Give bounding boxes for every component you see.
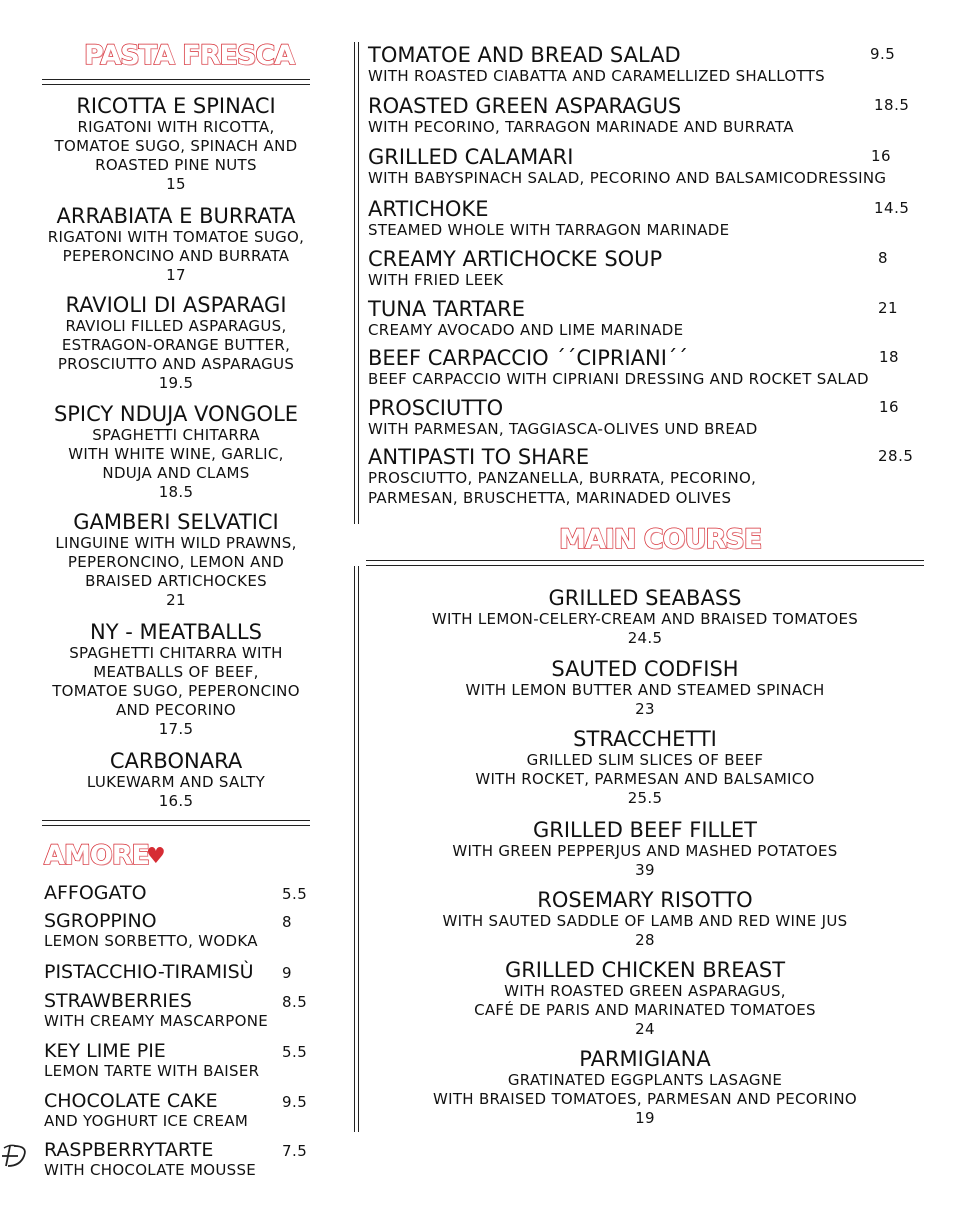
starter-item-name: GRILLED CALAMARI xyxy=(368,145,574,169)
pasta-item-name: RAVIOLI DI ASPARAGI xyxy=(65,293,287,317)
main-course-item-name: GRILLED CHICKEN BREAST xyxy=(504,958,786,982)
pasta-item-price: 17 xyxy=(166,266,186,284)
starter-item-name: ARTICHOKE xyxy=(368,197,489,221)
starter-item-price: 18.5 xyxy=(874,96,910,114)
starter-item xyxy=(368,197,928,241)
main-course-item-price: 25.5 xyxy=(627,789,663,807)
pasta-item xyxy=(44,204,308,285)
main-course-title-rule xyxy=(366,560,924,566)
main-course-item-price: 24 xyxy=(635,1020,655,1038)
dessert-item xyxy=(44,882,316,904)
starter-item-price: 16 xyxy=(879,398,900,416)
main-course-vertical-rule xyxy=(354,566,359,1132)
pasta-item-price: 19.5 xyxy=(158,374,194,392)
starter-item-price: 9.5 xyxy=(870,45,896,63)
pasta-item-name: RICOTTA E SPINACI xyxy=(76,94,276,118)
main-course-section-title: MAIN COURSE xyxy=(559,524,762,555)
dessert-item-name: KEY LIME PIE xyxy=(44,1040,166,1062)
main-course-item-description: GRILLED SLIM SLICES OF BEEF WITH ROCKET, PARMESAN AND BALSAMICO xyxy=(475,751,815,788)
dessert-item-description: WITH CREAMY MASCARPONE xyxy=(44,1012,269,1030)
main-course-item xyxy=(366,888,924,950)
dessert-item-price: 5.5 xyxy=(282,885,308,903)
dessert-item-price: 9 xyxy=(282,964,293,982)
dessert-item-price: 5.5 xyxy=(282,1043,308,1061)
dessert-item-name: AFFOGATO xyxy=(44,882,147,904)
starter-item xyxy=(368,43,928,87)
starter-item-description: WITH BABYSPINACH SALAD, PECORINO AND BALSAMICODRESSING xyxy=(368,169,887,187)
starter-item-name: PROSCIUTTO xyxy=(368,396,504,420)
main-course-item-description: WITH ROASTED GREEN ASPARAGUS, CAFÉ DE PARIS AND MARINATED TOMATOES xyxy=(474,982,816,1019)
starter-item-price: 21 xyxy=(878,299,899,317)
main-course-item-price: 28 xyxy=(635,931,655,949)
pasta-section-title: PASTA FRESCA xyxy=(84,40,295,71)
starter-item-price: 8 xyxy=(878,249,889,267)
main-course-item-name: SAUTED CODFISH xyxy=(551,657,739,681)
starter-item-description: WITH ROASTED CIABATTA AND CARAMELLIZED SHALLOTTS xyxy=(368,67,825,85)
pasta-item-name: CARBONARA xyxy=(109,749,243,773)
pasta-title-rule xyxy=(42,79,310,85)
starters-vertical-rule xyxy=(354,42,359,524)
starter-item-description: WITH FRIED LEEK xyxy=(368,271,504,289)
pasta-item-price: 15 xyxy=(166,175,186,193)
dessert-item-description: AND YOGHURT ICE CREAM xyxy=(44,1112,249,1130)
starter-item-price: 28.5 xyxy=(878,447,914,465)
main-course-item-name: ROSEMARY RISOTTO xyxy=(537,888,753,912)
main-course-item xyxy=(366,958,924,1039)
main-course-item-name: GRILLED SEABASS xyxy=(548,586,742,610)
pasta-item-description: RAVIOLI FILLED ASPARAGUS, ESTRAGON-ORANGE BUTTER, PROSCIUTTO AND ASPARAGUS xyxy=(57,317,295,373)
main-course-item xyxy=(366,727,924,808)
pasta-item xyxy=(44,402,308,502)
starter-item-name: ANTIPASTI TO SHARE xyxy=(368,445,590,469)
main-course-item xyxy=(366,1047,924,1128)
dessert-item-description: LEMON TARTE WITH BAISER xyxy=(44,1062,260,1080)
dessert-item-description: LEMON SORBETTO, WODKA xyxy=(44,932,258,950)
pasta-item xyxy=(44,510,308,610)
starter-item xyxy=(368,247,928,291)
main-course-item-name: PARMIGIANA xyxy=(579,1047,711,1071)
pasta-item-price: 17.5 xyxy=(158,720,194,738)
amore-section-title: AMORE xyxy=(44,840,149,871)
starter-item-description: STEAMED WHOLE WITH TARRAGON MARINADE xyxy=(368,221,730,239)
starter-item xyxy=(368,145,928,189)
main-course-item-price: 39 xyxy=(635,861,655,879)
dessert-item-name: STRAWBERRIES xyxy=(44,990,192,1012)
pasta-item-description: SPAGHETTI CHITARRA WITH MEATBALLS OF BEEF, TOMATOE SUGO, PEPERONCINO AND PECORINO xyxy=(52,644,300,719)
main-course-item-description: GRATINATED EGGPLANTS LASAGNE WITH BRAISED TOMATOES, PARMESAN AND PECORINO xyxy=(432,1071,857,1108)
starter-item xyxy=(368,346,928,390)
dessert-item xyxy=(44,910,316,951)
pasta-item xyxy=(44,293,308,393)
starter-item-description: BEEF CARPACCIO WITH CIPRIANI DRESSING AND ROCKET SALAD xyxy=(368,370,869,388)
pasta-item-price: 21 xyxy=(166,591,186,609)
pasta-item-name: SPICY NDUJA VONGOLE xyxy=(53,402,299,426)
starter-item-name: TUNA TARTARE xyxy=(368,297,525,321)
pasta-item-price: 18.5 xyxy=(158,483,194,501)
dessert-item-name: SGROPPINO xyxy=(44,910,157,932)
dessert-item-name: RASPBERRYTARTE xyxy=(44,1139,214,1161)
main-course-item-description: WITH GREEN PEPPERJUS AND MASHED POTATOES xyxy=(452,842,838,860)
main-course-item-name: GRILLED BEEF FILLET xyxy=(532,818,758,842)
starter-item-name: BEEF CARPACCIO ´´CIPRIANI´´ xyxy=(368,346,688,370)
pasta-item-name: ARRABIATA E BURRATA xyxy=(56,204,296,228)
dessert-item xyxy=(44,961,316,983)
starter-item xyxy=(368,396,928,440)
main-course-item-description: WITH LEMON-CELERY-CREAM AND BRAISED TOMATOES xyxy=(431,610,859,628)
pasta-item-description: RIGATONI WITH RICOTTA, TOMATOE SUGO, SPINACH AND ROASTED PINE NUTS xyxy=(54,118,298,174)
pasta-bottom-rule xyxy=(42,820,310,826)
dessert-item xyxy=(44,1040,316,1081)
amore-heading xyxy=(44,840,184,874)
dessert-item-price: 8 xyxy=(282,913,293,931)
dessert-item xyxy=(44,990,316,1031)
dessert-item xyxy=(44,1139,316,1180)
main-course-item xyxy=(366,586,924,648)
dessert-item-name: PISTACCHIO-TIRAMISÙ xyxy=(44,961,254,983)
pasta-item xyxy=(44,749,308,811)
pasta-item-name: NY - MEATBALLS xyxy=(90,620,262,644)
starter-item-description: WITH PARMESAN, TAGGIASCA-OLIVES UND BREAD xyxy=(368,420,758,438)
main-course-item-price: 19 xyxy=(635,1109,655,1127)
main-course-item-name: STRACCHETTI xyxy=(573,727,717,751)
pasta-item xyxy=(44,94,308,194)
main-course-item xyxy=(366,657,924,719)
dessert-item-name: CHOCOLATE CAKE xyxy=(44,1090,218,1112)
main-course-item-price: 23 xyxy=(635,700,655,718)
starter-item-description: PROSCIUTTO, PANZANELLA, BURRATA, PECORINO, PARMESAN, BRUSCHETTA, MARINADED OLIVES xyxy=(368,469,757,507)
starter-item xyxy=(368,445,928,508)
starter-item xyxy=(368,297,928,341)
starter-item-price: 18 xyxy=(879,348,900,366)
starter-item-name: ROASTED GREEN ASPARAGUS xyxy=(368,94,682,118)
heart-icon: ♥ xyxy=(146,844,166,869)
pasta-item xyxy=(44,620,308,739)
starter-item-name: TOMATOE AND BREAD SALAD xyxy=(368,43,681,67)
logo-mark-icon xyxy=(0,1142,30,1170)
pasta-item-description: SPAGHETTI CHITARRA WITH WHITE WINE, GARLIC, NDUJA AND CLAMS xyxy=(68,426,284,482)
pasta-item-description: LUKEWARM AND SALTY xyxy=(86,773,266,791)
dessert-item-price: 7.5 xyxy=(282,1142,308,1160)
main-course-item-description: WITH SAUTED SADDLE OF LAMB AND RED WINE JUS xyxy=(442,912,848,930)
pasta-item-name: GAMBERI SELVATICI xyxy=(73,510,279,534)
starter-item-description: CREAMY AVOCADO AND LIME MARINADE xyxy=(368,321,684,339)
starter-item-name: CREAMY ARTICHOCKE SOUP xyxy=(368,247,663,271)
pasta-item-description: RIGATONI WITH TOMATOE SUGO, PEPERONCINO AND BURRATA xyxy=(47,228,305,265)
starter-item xyxy=(368,94,928,138)
dessert-item xyxy=(44,1090,316,1131)
main-course-item-price: 24.5 xyxy=(627,629,663,647)
main-course-item xyxy=(366,818,924,880)
starter-item-description: WITH PECORINO, TARRAGON MARINADE AND BURRATA xyxy=(368,118,794,136)
main-course-item-description: WITH LEMON BUTTER AND STEAMED SPINACH xyxy=(465,681,825,699)
pasta-item-price: 16.5 xyxy=(158,792,194,810)
dessert-item-price: 9.5 xyxy=(282,1093,308,1111)
dessert-item-price: 8.5 xyxy=(282,993,308,1011)
starter-item-price: 16 xyxy=(871,147,892,165)
dessert-item-description: WITH CHOCOLATE MOUSSE xyxy=(44,1161,257,1179)
pasta-item-description: LINGUINE WITH WILD PRAWNS, PEPERONCINO, LEMON AND BRAISED ARTICHOCKES xyxy=(55,534,297,590)
starter-item-price: 14.5 xyxy=(874,199,910,217)
